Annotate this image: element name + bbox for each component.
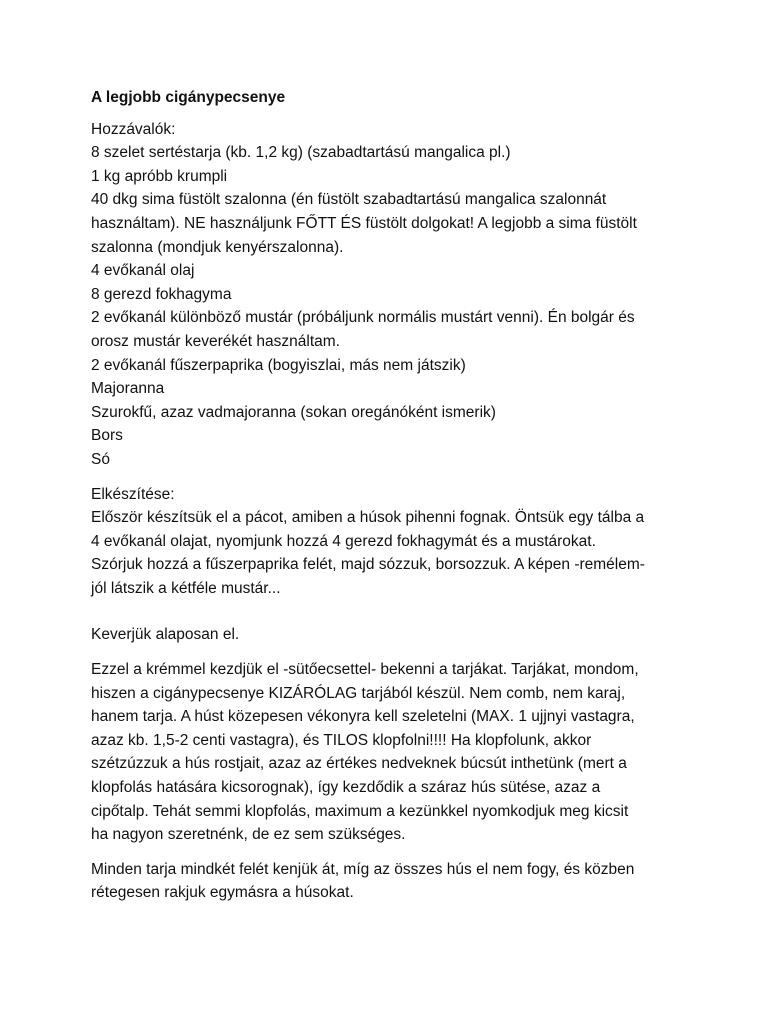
- preparation-line: jól látszik a kétféle mustár...: [91, 579, 281, 597]
- ingredient-line: orosz mustár keverékét használtam.: [91, 332, 340, 350]
- preparation-line: Szórjuk hozzá a fűszerpaprika felét, majd sózzuk, borsozzuk. A képen -remélem-: [91, 556, 645, 574]
- ingredients-section: [91, 118, 691, 472]
- paragraph-spacer: [91, 647, 691, 658]
- recipe-title: A legjobb cigánypecsenye: [91, 89, 286, 106]
- brush-line: Ezzel a krémmel kezdjük el -sütőecsettel- bekenni a tarjákat. Tarjákat, mondom,: [91, 661, 639, 679]
- brush-line: klopfolás hatására kicsorognak), így kezdődik a száraz hús sütése, azaz a: [91, 779, 601, 797]
- paragraph-spacer: [91, 472, 691, 483]
- stack-line: Minden tarja mindkét felét kenjük át, míg az összes hús el nem fogy, és közben: [91, 860, 635, 878]
- preparation-line: Először készítsük el a pácot, amiben a húsok pihenni fognak. Öntsük egy tálba a: [91, 509, 645, 527]
- ingredient-line: Szurokfű, azaz vadmajoranna (sokan oregánóként ismerik): [91, 403, 496, 421]
- brush-line: szétzúzzuk a hús rostjait, azaz az értékes nedveknek búcsút inthetünk (mert a: [91, 755, 627, 773]
- mix-line: Keverjük alaposan el.: [91, 626, 240, 644]
- ingredient-line: 4 evőkanál olaj: [91, 262, 195, 280]
- preparation-section: [91, 483, 691, 601]
- ingredient-line: 8 szelet sertéstarja (kb. 1,2 kg) (szabadtartású mangalica pl.): [91, 144, 511, 162]
- brush-line: hiszen a cigánypecsenye KIZÁRÓLAG tarjából készül. Nem comb, nem karaj,: [91, 684, 626, 702]
- ingredient-line: 40 dkg sima füstölt szalonna (én füstölt szabadtartású mangalica szalonnát: [91, 191, 607, 209]
- paragraph-spacer: [91, 847, 691, 858]
- brush-line: azaz kb. 1,5-2 centi vastagra), és TILOS klopfolni!!!! Ha klopfolunk, akkor: [91, 731, 592, 749]
- recipe-body: [91, 86, 691, 905]
- ingredient-line: 1 kg apróbb krumpli: [91, 167, 228, 185]
- ingredient-line: használtam). NE használjunk FŐTT ÉS füstölt dolgokat! A legjobb a sima füstölt: [91, 214, 637, 232]
- ingredient-line: 8 gerezd fokhagyma: [91, 285, 232, 303]
- mix-paragraph: [91, 623, 691, 647]
- preparation-line: 4 evőkanál olajat, nyomjunk hozzá 4 gerezd fokhagymát és a mustárokat.: [91, 532, 596, 550]
- ingredient-line: Só: [91, 450, 110, 468]
- brush-paragraph: [91, 658, 691, 847]
- ingredient-line: Majoranna: [91, 380, 165, 398]
- stack-line: rétegesen rakjuk egymásra a húsokat.: [91, 884, 354, 902]
- ingredient-line: szalonna (mondjuk kenyérszalonna).: [91, 238, 344, 256]
- preparation-heading: Elkészítése:: [91, 485, 175, 503]
- brush-line: cipőtalp. Tehát semmi klopfolás, maximum a kezünkkel nyomkodjuk meg kicsit: [91, 802, 629, 820]
- ingredients-heading: Hozzávalók:: [91, 120, 176, 138]
- brush-line: hanem tarja. A húst közepesen vékonyra kell szeletelni (MAX. 1 ujjnyi vastagra,: [91, 708, 635, 726]
- paragraph-spacer: [91, 600, 691, 623]
- ingredient-line: 2 evőkanál különböző mustár (próbáljunk normális mustárt venni). Én bolgár és: [91, 309, 635, 327]
- ingredient-line: Bors: [91, 427, 123, 445]
- brush-line: ha nagyon szeretnénk, de ez sem szükséges.: [91, 826, 406, 844]
- ingredient-line: 2 evőkanál fűszerpaprika (bogyiszlai, más nem játszik): [91, 356, 466, 374]
- stack-paragraph: [91, 858, 691, 905]
